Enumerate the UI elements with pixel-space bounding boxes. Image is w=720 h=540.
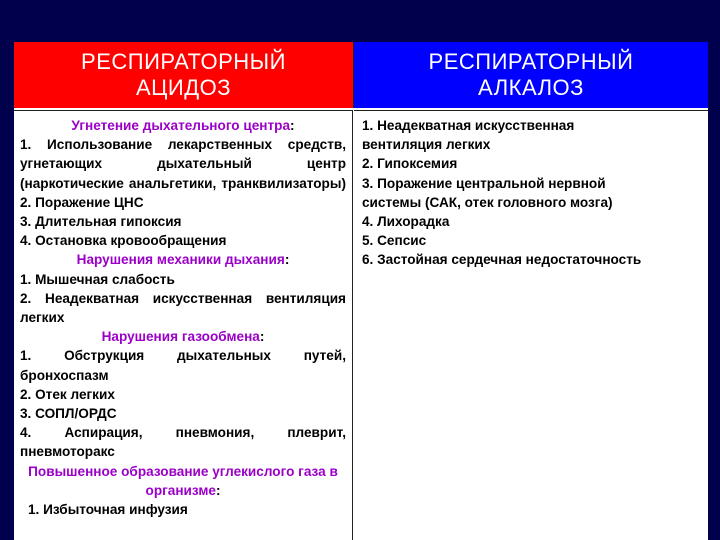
list-item: 2. Гипоксемия <box>362 156 458 172</box>
alkalosis-title-line1: РЕСПИРАТОРНЫЙ <box>428 49 634 74</box>
section-title-breathing-mechanics: Нарушения механики дыхания: <box>76 252 290 268</box>
section-title-respiratory-center: Угнетение дыхательного центра: <box>71 118 295 133</box>
list-item: 1. Неадекватная искусственная <box>362 118 575 133</box>
list-item: 6. Застойная сердечная недостаточность <box>362 252 642 268</box>
list-item: 5. Сепсис <box>362 233 427 249</box>
list-item: 3. СОПЛ/ОРДС <box>20 406 117 422</box>
acidosis-header <box>14 42 354 108</box>
list-item: 1. Избыточная инфузия <box>28 502 188 518</box>
comparison-table <box>14 42 708 540</box>
list-item: 2. Неадекватная искусственная вентиляция легких <box>20 290 346 326</box>
alkalosis-causes <box>354 110 708 540</box>
list-item: 1. Мышечная слабость <box>20 271 175 287</box>
acidosis-title-line2: АЦИДОЗ <box>135 75 232 100</box>
list-item: вентиляция легких <box>362 137 491 153</box>
list-item: 4. Лихорадка <box>362 214 450 230</box>
list-item: 1. Обструкция дыхательных путей, бронхоспазм <box>20 348 346 383</box>
alkalosis-title-line2: АЛКАЛОЗ <box>478 75 584 100</box>
alkalosis-title <box>429 49 634 101</box>
section-title-gas-exchange: Нарушения газообмена: <box>101 329 265 345</box>
acidosis-causes <box>14 110 353 540</box>
section-title-co2-production: Повышенное образование углекислого газа в организме: <box>28 463 338 498</box>
acidosis-title <box>81 49 286 101</box>
list-item: 4. Остановка кровообращения <box>20 233 227 249</box>
list-item: 2. Поражение ЦНС <box>20 194 144 210</box>
list-item: 2. Отек легких <box>20 386 115 402</box>
list-item: 3. Поражение центральной нервной <box>362 175 606 191</box>
alkalosis-header <box>354 42 708 108</box>
list-item: 3. Длительная гипоксия <box>20 214 182 230</box>
list-item: 1. Использование лекарственных средств, угнетающих дыхательный центр (наркотические анальгетики, транквилизаторы) <box>20 137 346 191</box>
list-item: 4. Аспирация, пневмония, плеврит, пневмоторакс <box>20 425 346 460</box>
list-item: системы (САК, отек головного мозга) <box>362 194 613 210</box>
acidosis-title-line1: РЕСПИРАТОРНЫЙ <box>81 49 286 74</box>
